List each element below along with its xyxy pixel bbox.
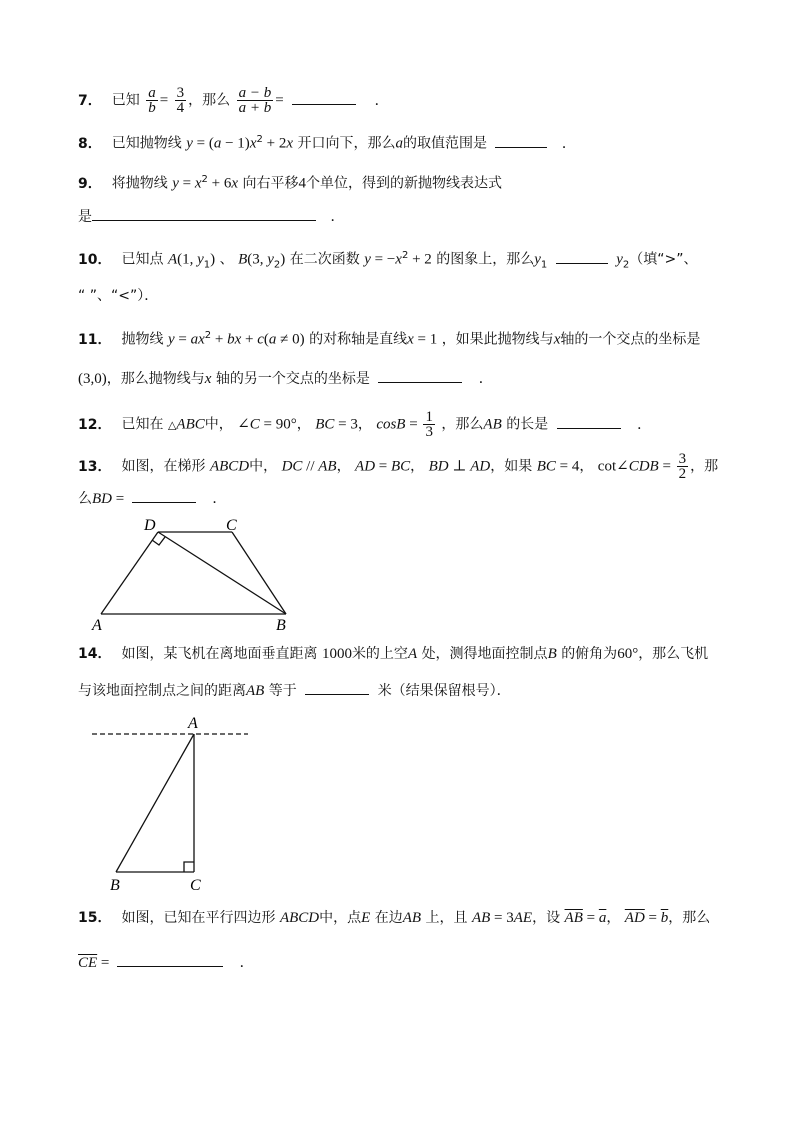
answer-blank-13[interactable] bbox=[132, 488, 196, 503]
question-number: 7． bbox=[78, 92, 102, 109]
diagonal-bd bbox=[158, 532, 286, 614]
answer-blank-15[interactable] bbox=[117, 952, 223, 967]
question-10: 10． 已知点 A(1, $y_1$) 、 B(3, $y_2$) 在二次函数 $y = -x^2 + 2$ 的图象上，那么$y_1$ $y_2$（填“>”、 bbox=[78, 250, 698, 271]
question-15: 15． 如图，已知在平行四边形 ABCD中，点E 在边AB 上，且 AB = 3AE，设 $\overline{AB} = \overline{a}$， $\overline{AD} = \overline{b}$，那么 bbox=[78, 910, 711, 926]
label-c: C bbox=[190, 877, 201, 894]
answer-blank-11[interactable] bbox=[378, 368, 462, 383]
fraction-expression: $\frac{a - b}{a + b}$ bbox=[238, 85, 272, 116]
question-13-line2: 么BD = ． bbox=[78, 488, 226, 509]
label-c: C bbox=[226, 517, 237, 534]
edge-bc bbox=[232, 532, 286, 614]
question-14: 14． 如图，某飞机在离地面垂直距离 1000米的上空A 处，测得地面控制点B 的俯角为60°，那么飞机 bbox=[78, 646, 709, 662]
answer-blank-10[interactable] bbox=[556, 249, 608, 264]
fraction-a-over-b: $\frac{a}{b}$ bbox=[148, 85, 156, 116]
question-9: 9． 将抛物线 $y = x^2 + 6x$ 向右平移4个单位，得到的新抛物线表达式 bbox=[78, 174, 502, 192]
label-b: B bbox=[110, 877, 120, 894]
question-10-line2: “ ”、“<”）． bbox=[78, 288, 159, 304]
airplane-figure bbox=[86, 714, 256, 896]
answer-blank-8[interactable] bbox=[495, 133, 547, 148]
question-14-line2: 与该地面控制点之间的距离AB 等于 米（结果保留根号）． bbox=[78, 680, 511, 701]
answer-blank-7[interactable] bbox=[292, 90, 356, 105]
edge-ab bbox=[116, 734, 194, 872]
question-7: 7． 已知 $\frac{a}{b}$ = $\frac{3}{4}$ ，那么 $\frac{a - b}{a + b}$ = ． bbox=[78, 85, 389, 116]
fraction-3-over-4: $\frac{3}{4}$ bbox=[176, 85, 185, 116]
label-a: A bbox=[188, 715, 198, 732]
question-8: 8． 已知抛物线 $y = (a - 1)x^2 + 2x$ 开口向下，那么a的取值范围是 ． bbox=[78, 134, 576, 152]
fraction-3-over-2: $\frac{3}{2}$ bbox=[678, 451, 687, 482]
edge-ad bbox=[101, 532, 158, 614]
answer-blank-9[interactable] bbox=[92, 206, 316, 221]
question-11: 11． 抛物线 $y = ax^2$ + bx + c(a ≠ 0) 的对称轴是直线x = 1 ，如果此抛物线与x轴的一个交点的坐标是 bbox=[78, 330, 701, 348]
question-13: 13． 如图，在梯形 ABCD中， DC // AB， AD = BC， BD ⊥ AD，如果 BC = 4， cot∠CDB = $\frac{3}{2}$ ，那 bbox=[78, 451, 719, 482]
label-d: D bbox=[144, 517, 156, 534]
fraction-1-over-3: $\frac{1}{3}$ bbox=[425, 409, 433, 440]
question-12: 12． 已知在 △ABC中， ∠C = 90°， BC = 3， cosB = $\frac{1}{3}$ ，那么AB 的长是 ． bbox=[78, 409, 652, 440]
question-15-line2: $\overline{CE}$ = ． bbox=[78, 952, 254, 973]
answer-blank-14[interactable] bbox=[305, 680, 369, 695]
question-11-line2: (3,0)，那么抛物线与x 轴的另一个交点的坐标是 ． bbox=[78, 368, 493, 389]
right-angle-mark bbox=[184, 862, 194, 872]
label-a: A bbox=[92, 617, 102, 634]
trapezoid-figure bbox=[86, 512, 306, 636]
question-9-line2: 是 ． bbox=[78, 206, 344, 227]
answer-blank-12[interactable] bbox=[557, 414, 621, 429]
label-b: B bbox=[276, 617, 286, 634]
